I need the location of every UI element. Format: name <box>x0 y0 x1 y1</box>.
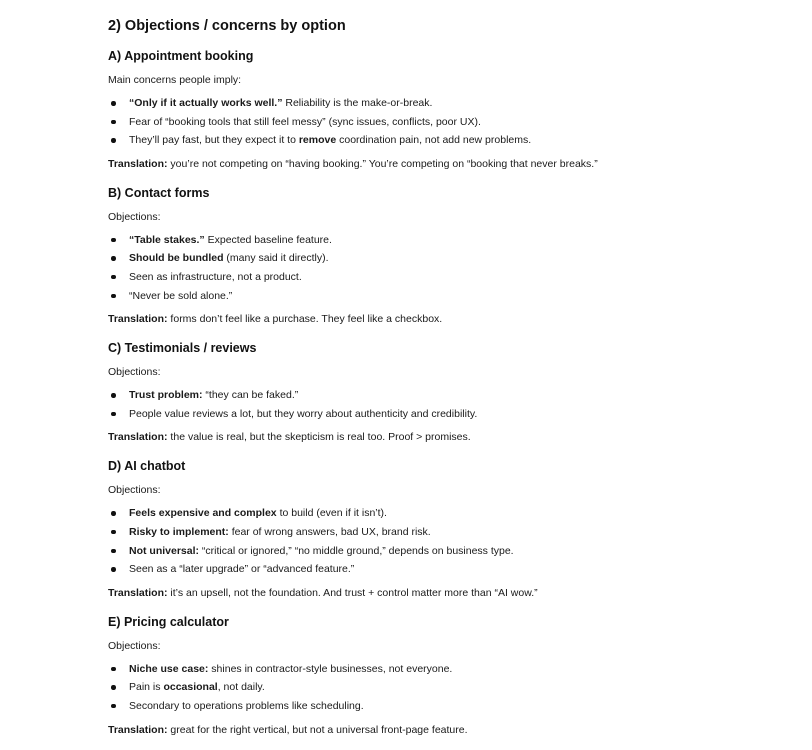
bold-text: occasional <box>163 681 218 694</box>
section-intro: Objections: <box>108 484 161 497</box>
text: “Never be sold alone.” <box>129 289 233 302</box>
section <box>108 613 788 738</box>
section-title: C) Testimonials / reviews <box>108 341 257 356</box>
section-intro: Objections: <box>108 639 161 652</box>
translation-text: forms don’t feel like a purchase. They feel like a checkbox. <box>167 313 443 326</box>
section <box>108 339 788 445</box>
bold-text: Feels expensive and complex <box>129 507 277 520</box>
translation-note <box>108 429 788 445</box>
text: Seen as infrastructure, not a product. <box>129 270 302 283</box>
translation-note <box>108 311 788 327</box>
document-heading: 2) Objections / concerns by option <box>108 18 346 34</box>
text: They’ll pay fast, but they expect it to <box>129 134 299 147</box>
translation-label: Translation: <box>108 723 168 736</box>
translation-note <box>108 585 788 601</box>
bullet-list <box>108 504 788 578</box>
list-item <box>108 697 788 716</box>
section-intro: Main concerns people imply: <box>108 74 242 86</box>
text: fear of wrong answers, bad UX, brand risk. <box>228 525 431 538</box>
list-item <box>108 131 788 150</box>
bullet-list <box>108 94 788 150</box>
text: Fear of “booking tools that still feel messy” (sync issues, conflicts, poor UX). <box>129 115 481 128</box>
text: (many said it directly). <box>223 252 329 265</box>
text: Expected baseline feature. <box>204 233 332 246</box>
section <box>108 457 788 600</box>
translation-text: great for the right vertical, but not a universal front-page feature. <box>167 723 468 736</box>
bold-text: Trust problem: <box>129 389 203 402</box>
list-item <box>108 660 788 679</box>
bold-text: “Only if it actually works well.” <box>129 97 283 109</box>
section <box>108 184 788 327</box>
text: “critical or ignored,” “no middle ground,” depends on business type. <box>199 544 514 557</box>
text: Secondary to operations problems like scheduling. <box>129 699 364 712</box>
list-item <box>108 504 788 523</box>
bullet-list <box>108 231 788 305</box>
list-item <box>108 231 788 250</box>
list-item <box>108 560 788 579</box>
bold-text: Risky to implement: <box>129 525 229 538</box>
translation-label: Translation: <box>108 431 168 444</box>
document <box>108 15 788 750</box>
list-item <box>108 113 788 132</box>
text: People value reviews a lot, but they worry about authenticity and credibility. <box>129 407 478 420</box>
text: , not daily. <box>217 681 265 694</box>
bold-text: remove <box>298 134 337 147</box>
bold-text: “Table stakes.” <box>129 233 205 246</box>
section-title: A) Appointment booking <box>108 49 254 63</box>
translation-text: it’s an upsell, not the foundation. And trust + control matter more than “AI wow.” <box>167 586 538 599</box>
section-intro: Objections: <box>108 366 161 379</box>
translation-label: Translation: <box>108 157 168 170</box>
section-intro: Objections: <box>108 210 161 223</box>
section-title: B) Contact forms <box>108 185 210 200</box>
bullet-list <box>108 386 788 423</box>
section-title: E) Pricing calculator <box>108 614 229 629</box>
text: to build (even if it isn’t). <box>276 507 387 520</box>
list-item <box>108 268 788 287</box>
list-item <box>108 542 788 561</box>
list-item <box>108 94 788 113</box>
list-item <box>108 249 788 268</box>
list-item <box>108 405 788 424</box>
list-item <box>108 523 788 542</box>
translation-label: Translation: <box>108 586 168 599</box>
translation-label: Translation: <box>108 313 168 326</box>
translation-text: you’re not competing on “having booking.” You’re competing on “booking that never breaks.” <box>167 157 598 170</box>
text: coordination pain, not add new problems. <box>336 134 532 147</box>
bullet-list <box>108 660 788 716</box>
translation-note <box>108 156 788 172</box>
text: Seen as a “later upgrade” or “advanced feature.” <box>129 563 355 576</box>
list-item <box>108 678 788 697</box>
section <box>108 47 788 172</box>
text: Reliability is the make-or-break. <box>282 97 433 109</box>
text: shines in contractor-style businesses, not everyone. <box>208 662 453 675</box>
list-item <box>108 386 788 405</box>
translation-note <box>108 722 788 738</box>
bold-text: Niche use case: <box>129 662 209 675</box>
translation-text: the value is real, but the skepticism is real too. Proof > promises. <box>167 431 471 444</box>
section-title: D) AI chatbot <box>108 459 186 474</box>
bold-text: Not universal: <box>129 544 200 557</box>
list-item <box>108 287 788 306</box>
bold-text: Should be bundled <box>129 252 224 265</box>
text: “they can be faked.” <box>202 389 299 402</box>
text: Pain is <box>129 681 164 694</box>
sections-container <box>108 47 788 738</box>
